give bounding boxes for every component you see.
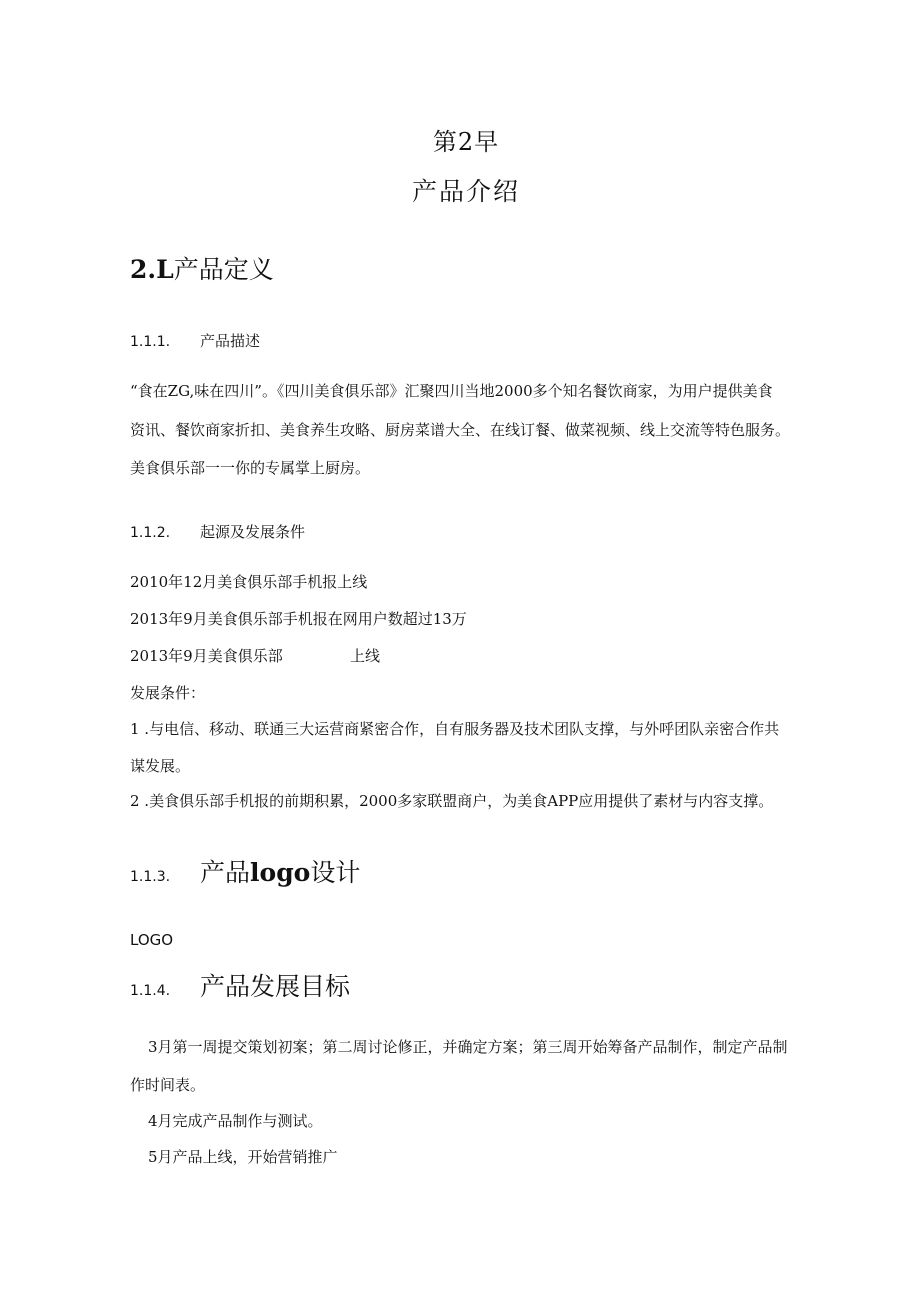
paragraph-line: 2013年9月美食俱乐部 [130, 647, 283, 665]
subsection-title: 起源及发展条件 [200, 523, 306, 541]
list-item: 2 .美食俱乐部手机报的前期积累，2000多家联盟商户，为美食APP应用提供了素材与内容支撑。 [130, 792, 774, 810]
paragraph-line: “食在ZG,味在四川”。《四川美食俱乐部》汇聚四川当地2000多个知名餐饮商家，为用户提供美食 [130, 382, 773, 400]
paragraph-line: 发展条件： [130, 684, 206, 702]
subsection-number: 1.1.2. [130, 525, 171, 541]
paragraph-line: 5月产品上线，开始营销推广 [148, 1148, 338, 1166]
paragraph-line: 作时间表。 [130, 1076, 206, 1094]
paragraph-line-tail: 上线 [350, 647, 381, 665]
subsection-title: 产品发展目标 [200, 972, 351, 1001]
paragraph-line: 3月第一周提交策划初案；第二周讨论修正，并确定方案；第三周开始筹备产品制作，制定产品制 [148, 1038, 788, 1056]
subsection-number: 1.1.4. [130, 982, 171, 999]
subsection-heading-111 [130, 330, 260, 351]
subsection-title: 产品描述 [200, 332, 261, 350]
subsection-title-bold: logo [250, 858, 311, 887]
paragraph-line: 2013年9月美食俱乐部手机报在网用户数超过13万 [130, 610, 467, 628]
subsection-heading-112 [130, 521, 305, 542]
logo-label: LOGO [130, 931, 174, 949]
subsection-number: 1.1.1. [130, 334, 171, 350]
subsection-number: 1.1.3. [130, 868, 171, 885]
subsection-title-end: 设计 [310, 858, 361, 887]
chapter-subtitle: 产品介绍 [411, 177, 520, 206]
paragraph-line: 2010年12月美食俱乐部手机报上线 [130, 573, 368, 591]
section-heading [130, 250, 274, 286]
section-number: 2.L [130, 255, 174, 284]
paragraph-line: 美食俱乐部一一你的专属掌上厨房。 [130, 459, 371, 477]
subsection-title: 产品 [200, 858, 251, 887]
chapter-title: 第2早 [432, 128, 500, 156]
list-item-continuation: 谋发展。 [130, 757, 191, 775]
section-title: 产品定义 [173, 255, 274, 284]
subsection-heading-113 [130, 853, 360, 889]
subsection-heading-114 [130, 967, 350, 1003]
paragraph-line: 4月完成产品制作与测试。 [148, 1112, 323, 1130]
paragraph-line: 资讯、餐饮商家折扣、美食养生攻略、厨房菜谱大全、在线订餐、做菜视频、线上交流等特色服务。 [130, 421, 791, 439]
list-item: 1 .与电信、移动、联通三大运营商紧密合作，自有服务器及技术团队支撑，与外呼团队亲密合作共 [130, 720, 780, 738]
